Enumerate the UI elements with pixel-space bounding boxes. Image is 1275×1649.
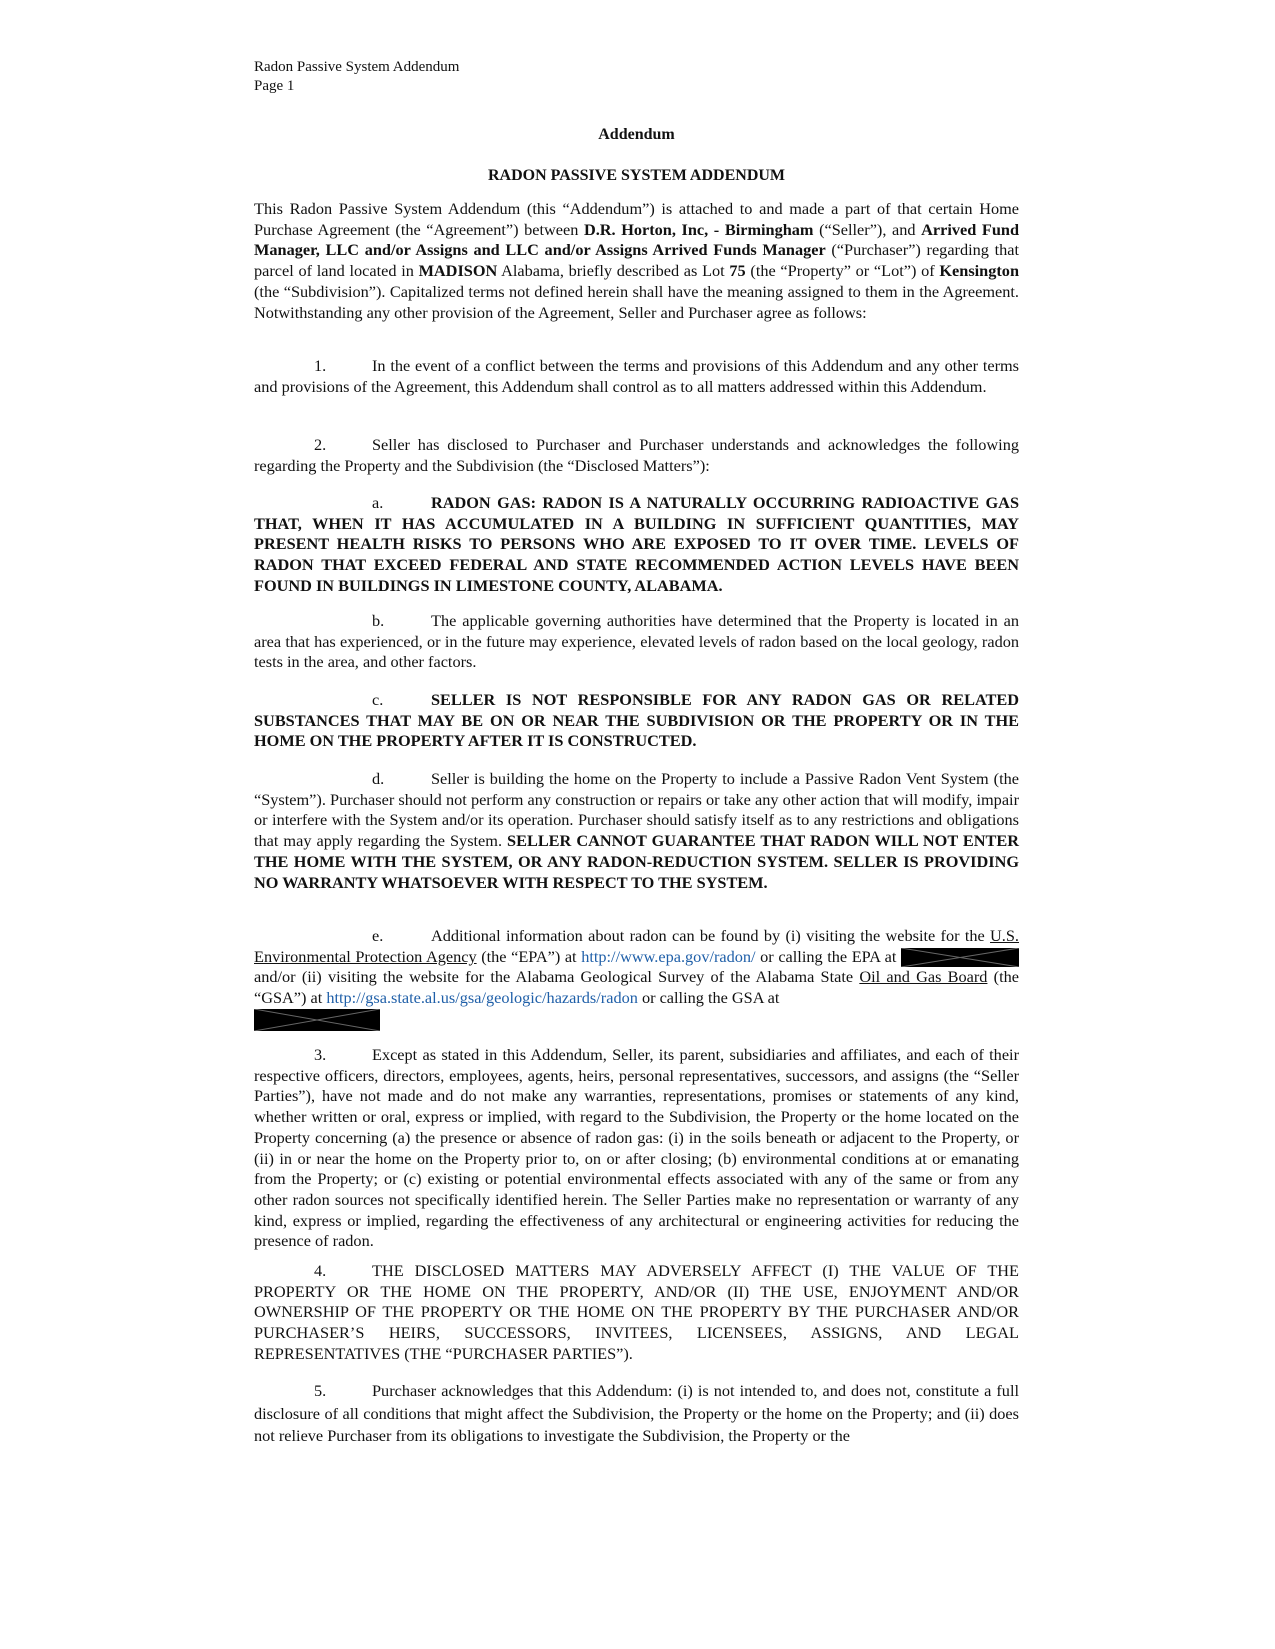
header-page-number: Page 1 [254,78,295,94]
epa-radon-link[interactable]: http://www.epa.gov/radon/ [581,946,756,966]
section-2d: d. Seller is building the home on the Property to include a Passive Radon Vent System (the “System”). Purchaser should not perform any construction or repairs or take any other action that will modify, impair or interfere with the System and/or its operation. Purchaser should satisfy itself as to any restrictions and obligations that may apply regarding the System. SELLER CANNOT GUARANTEE THAT RADON WILL NOT ENTER THE HOME WITH THE SYSTEM, OR ANY RADON-REDUCTION SYSTEM. SELLER IS PROVIDING NO WARRANTY WHATSOEVER WITH RESPECT TO THE SYSTEM. [254,769,1019,892]
section-2: 2. Seller has disclosed to Purchaser and Purchaser understands and acknowledges the following regarding the Property and the Subdivision (the “Disclosed Matters”): [254,435,1019,475]
lot-number: 75 [729,261,746,281]
header-doc-title: Radon Passive System Addendum [254,59,460,75]
redaction-cross-icon [901,948,1019,967]
no-warranty-statement: SELLER CANNOT GUARANTEE THAT RADON WILL NOT ENTER THE HOME WITH THE SYSTEM, OR ANY RADON-REDUCTION SYSTEM. SELLER IS PROVIDING NO WARRANTY WHATSOEVER WITH RESPECT TO THE SYSTEM. [254,831,1019,892]
redacted-phone-gsa [254,1009,380,1031]
intro-paragraph: This Radon Passive System Addendum (this “Addendum”) is attached to and made a part of that certain Home Purchase Agreement (the “Agreement”) between D.R. Horton, Inc, - Birmingham (“Seller”), and Arrived Fund Manager, LLC and/or Assigns and LLC and/or Assigns Arrived Funds Manager (“Purchaser”) regarding that parcel of land located in MADISON Alabama, briefly described as Lot 75 (the “Property” or “Lot”) of Kensington (the “Subdivision”). Capitalized terms not defined herein shall have the meaning assigned to them in the Agreement. Notwithstanding any other provision of the Agreement, Seller and Purchaser agree as follows: [254,199,1020,322]
redaction-cross-icon [254,1009,380,1031]
section-2c: c. SELLER IS NOT RESPONSIBLE FOR ANY RADON GAS OR RELATED SUBSTANCES THAT MAY BE ON OR NEAR THE SUBDIVISION OR THE PROPERTY OR IN THE HOME ON THE PROPERTY AFTER IT IS CONSTRUCTED. [254,690,1019,751]
gsa-agency-name: Oil and Gas Board [859,967,988,987]
gsa-radon-link[interactable]: http://gsa.state.al.us/gsa/geologic/hazards/radon [326,988,638,1008]
section-4: 4. THE DISCLOSED MATTERS MAY ADVERSELY AFFECT (I) THE VALUE OF THE PROPERTY OR THE HOME ON THE PROPERTY, AND/OR (II) THE USE, ENJOYMENT AND/OR OWNERSHIP OF THE PROPERTY OR THE HOME ON THE PROPERTY BY THE PURCHASER AND/OR PURCHASER’S HEIRS, SUCCESSORS, INVITEES, LICENSEES, ASSIGNS, AND LEGAL REPRESENTATIVES (THE “PURCHASER PARTIES”). [254,1261,1019,1363]
section-2b: b. The applicable governing authorities have determined that the Property is located in an area that has experienced, or in the future may experience, elevated levels of radon based on the local geology, radon tests in the area, and other factors. [254,611,1019,672]
section-3: 3. Except as stated in this Addendum, Seller, its parent, subsidiaries and affiliates, and each of their respective officers, directors, employees, agents, heirs, personal representatives, successors, and assigns (the “Seller Parties”), have not made and do not make any warranties, representations, promises or statements of any kind, whether written or oral, express or implied, with regard to the Subdivision, the Property or the home located on the Property concerning (a) the presence or absence of radon gas: (i) in the soils beneath or adjacent to the Property, or (ii) in or near the home on the Property prior to, on or after closing; (b) environmental conditions at or emanating from the Property; or (c) existing or potential environmental effects associated with any of the same or from any other radon sources not specifically identified herein. The Seller Parties make no representation or warranty of any kind, express or implied, regarding the effectiveness of any architectural or engineering activities for reducing the presence of radon. [254,1045,1019,1251]
redacted-phone-epa [901,948,1019,967]
subdivision-name: Kensington [939,261,1019,281]
section-1: 1. In the event of a conflict between the terms and provisions of this Addendum and any other terms and provisions of the Agreement, this Addendum shall control as to all matters addressed within this Addendum. [254,356,1019,396]
epa-agency-name: U.S. Environmental Protection Agency [254,926,1019,966]
section-5: 5. Purchaser acknowledges that this Addendum: (i) is not intended to, and does not, constitute a full disclosure of all conditions that might affect the Subdivision, the Property or the home on the Property; and (ii) does not relieve Purchaser from its obligations to investigate the Subdivision, the Property or the [254,1381,1019,1445]
section-2a: a. RADON GAS: RADON IS A NATURALLY OCCURRING RADIOACTIVE GAS THAT, WHEN IT HAS ACCUMULATED IN A BUILDING IN SUFFICIENT QUANTITIES, MAY PRESENT HEALTH RISKS TO PERSONS WHO ARE EXPOSED TO IT OVER TIME. LEVELS OF RADON THAT EXCEED FEDERAL AND STATE RECOMMENDED ACTION LEVELS HAVE BEEN FOUND IN BUILDINGS IN LIMESTONE COUNTY, ALABAMA. [254,493,1019,595]
purchaser-name: Arrived Fund Manager, LLC and/or Assigns and LLC and/or Assigns Arrived Funds Manager [254,219,1020,260]
section-2e: e. Additional information about radon can be found by (i) visiting the website for the U.S. Environmental Protection Agency (the “EPA”) at http://www.epa.gov/radon/ or calling the EPA at and/or (ii) visiting the website for the Alabama Geological Survey of the Alabama State Oil and Gas Board (the “GSA”) at http://gsa.state.al.us/gsa/geologic/hazards/radon or calling the GSA at [254,926,1019,1031]
doc-heading: Addendum [598,126,675,143]
seller-name: D.R. Horton, Inc, - Birmingham [583,219,814,239]
page-header [254,58,1019,96]
city-name: MADISON [418,261,498,281]
document-page [254,58,1020,1445]
doc-title: RADON PASSIVE SYSTEM ADDENDUM [487,167,786,184]
